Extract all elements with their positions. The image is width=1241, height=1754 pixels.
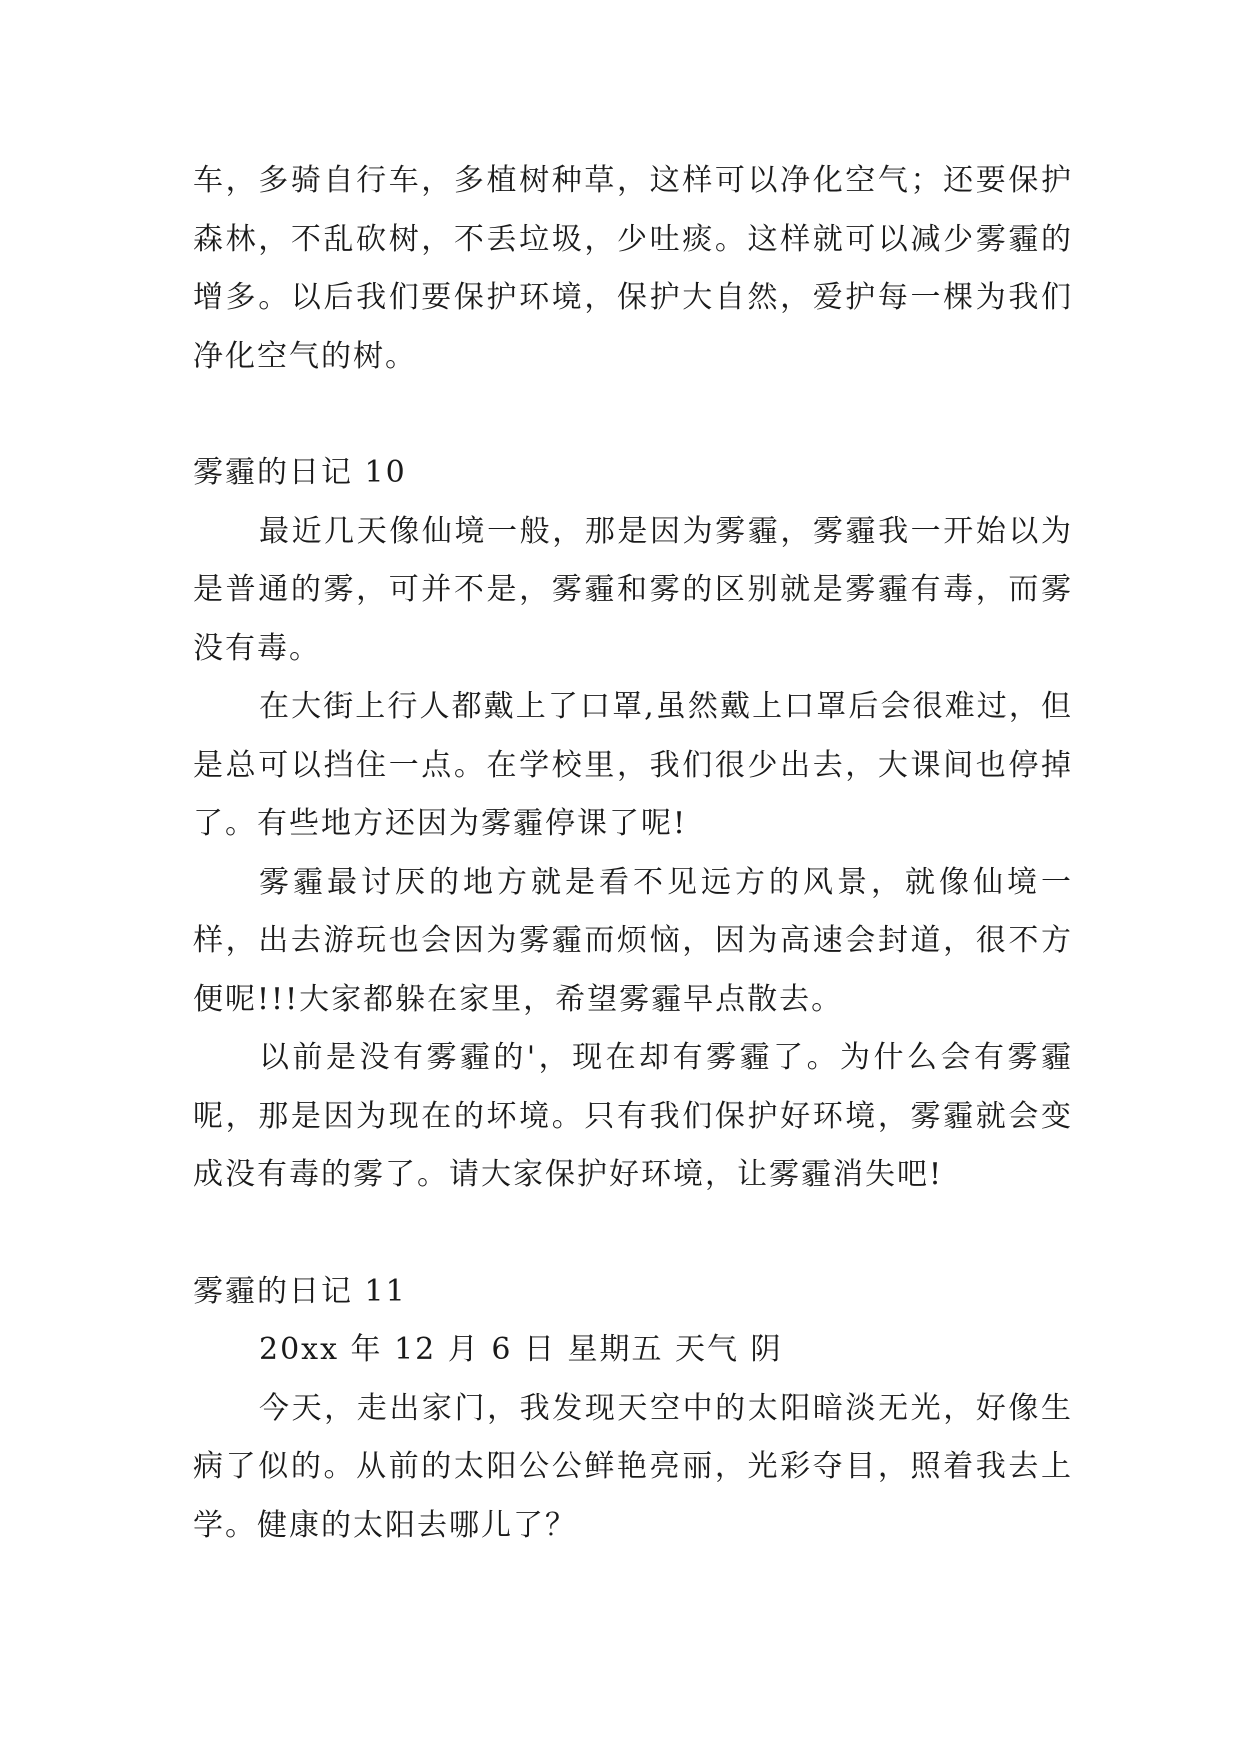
- entry-10-title: 雾霾的日记 10: [193, 455, 407, 490]
- section-gap: [193, 386, 1073, 444]
- entry-10-paragraph-2: 在大街上行人都戴上了口罩,虽然戴上口罩后会很难过，但是总可以挡住一点。在学校里，我们很少出去，大课间也停掉了。有些地方还因为雾霾停课了呢!: [193, 689, 1073, 841]
- entry-11-title: 雾霾的日记 11: [193, 1273, 407, 1309]
- entry-11-paragraph-1: 今天，走出家门，我发现天空中的太阳暗淡无光，好像生病了似的。从前的太阳公公鲜艳亮丽，光彩夺目，照着我去上学。健康的太阳去哪儿了？: [193, 1390, 1073, 1543]
- entry-10-paragraph-4: 以前是没有雾霾的'，现在却有雾霾了。为什么会有雾霾呢，那是因为现在的坏境。只有我们保护好环境，雾霾就会变成没有毒的雾了。请大家保护好环境，让雾霾消失吧!: [193, 1040, 1073, 1192]
- continuation-paragraph: 车，多骑自行车，多植树种草，这样可以净化空气；还要保护森林，不乱砍树，不丢垃圾，少吐痰。这样就可以减少雾霾的增多。以后我们要保护环境，保护大自然，爱护每一棵为我们净化空气的树。: [193, 163, 1073, 374]
- entry-10-paragraph-1: 最近几天像仙境一般，那是因为雾霾，雾霾我一开始以为是普通的雾，可并不是，雾霾和雾的区别就是雾霾有毒，而雾没有毒。: [193, 513, 1073, 666]
- entry-11-date-line: 20xx 年 12 月 6 日 星期五 天气 阴: [259, 1332, 783, 1367]
- entry-10-paragraph-3: 雾霾最讨厌的地方就是看不见远方的风景，就像仙境一样，出去游玩也会因为雾霾而烦恼，因为高速会封道，很不方便呢!!!大家都躲在家里，希望雾霾早点散去。: [193, 864, 1073, 1017]
- document-page: [193, 152, 1073, 1555]
- section-gap: [193, 1205, 1073, 1263]
